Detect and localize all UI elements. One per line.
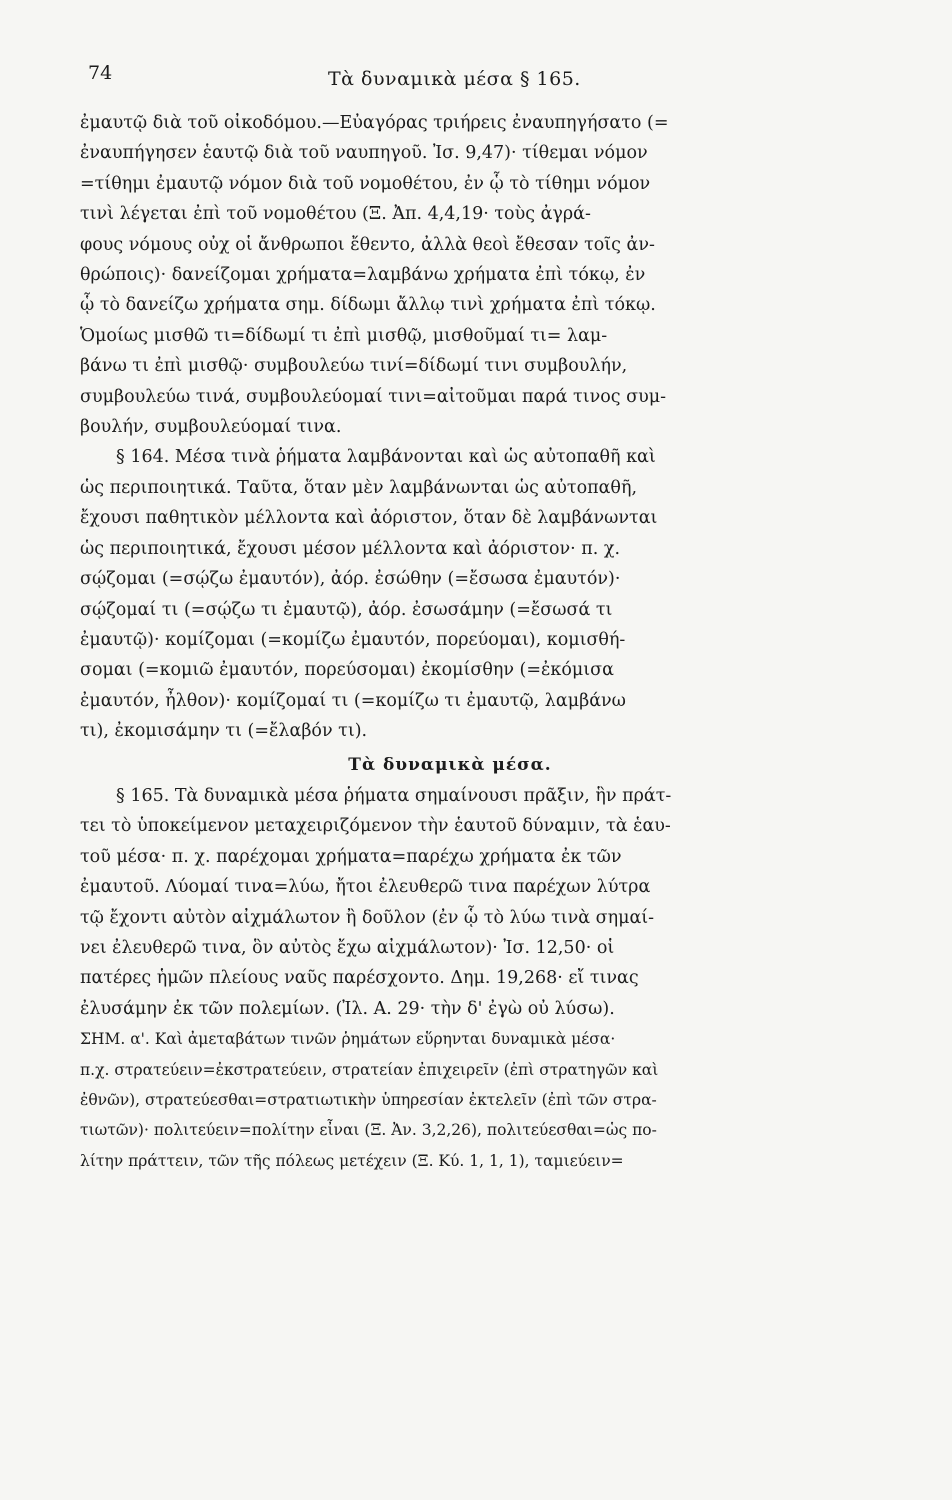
text-line: θρώποις)· δανείζομαι χρήματα=λαμβάνω χρήματα ἐπὶ τόκῳ, ἐν [80,265,646,286]
note-line: τιωτῶν)· πολιτεύειν=πολίτην εἶναι (Ξ. Ἀν. 3,2,26), πολιτεύεσθαι=ὡς πο- [80,1121,657,1140]
text-line: ἐλυσάμην ἐκ τῶν πολεμίων. (Ἰλ. Α. 29· τὴν δ' ἐγὼ οὐ λύσω). [80,998,615,1019]
text-line: σομαι (=κομιῶ ἐμαυτόν, πορεύσομαι) ἐκομίσθην (=ἐκόμισα [80,660,614,681]
text-line: ἐμαυτοῦ. Λύομαί τινα=λύω, ἤτοι ἐλευθερῶ τινα παρέχων λύτρα [80,877,651,898]
text-line: ἐμαυτῷ διὰ τοῦ οἰκοδόμου.—Εὐαγόρας τριήρεις ἐναυπηγήσατο (= [80,113,669,133]
text-line: Ὁμοίως μισθῶ τι=δίδωμί τι ἐπὶ μισθῷ, μισθοῦμαί τι= λαμ- [80,325,608,346]
page-number: 74 [88,62,113,84]
text-line: φους νόμους οὐχ οἱ ἄνθρωποι ἔθεντο, ἀλλὰ θεοὶ ἔθεσαν τοῖς ἀν- [80,234,655,255]
text-line: ᾧ τὸ δανείζω χρήματα σημ. δίδωμι ἄλλῳ τινὶ χρήματα ἐπὶ τόκῳ. [80,295,656,316]
text-line: σῴζομαί τι (=σῴζω τι ἐμαυτῷ), ἀόρ. ἐσωσάμην (=ἔσωσά τι [80,599,613,620]
note-line: ἐθνῶν), στρατεύεσθαι=στρατιωτικὴν ὑπηρεσίαν ἐκτελεῖν (ἐπὶ τῶν στρα- [80,1091,657,1109]
text-line: βουλήν, συμβουλεύομαί τινα. [80,417,342,438]
text-line: σῴζομαι (=σῴζω ἐμαυτόν), ἀόρ. ἐσώθην (=ἔσωσα ἐμαυτόν)· [80,569,621,590]
section-heading: Τὰ δυναμικὰ μέσα. [348,754,552,775]
text-line: συμβουλεύω τινά, συμβουλεύομαί τινι=αἰτοῦμαι παρά τινος συμ- [80,386,666,407]
text-line: βάνω τι ἐπὶ μισθῷ· συμβουλεύω τινί=δίδωμί τινι συμβουλήν, [80,356,628,377]
text-line: τει τὸ ὑποκείμενον μεταχειριζόμενον τὴν ἑαυτοῦ δύναμιν, τὰ ἑαυ- [80,816,671,837]
page-header [78,62,798,92]
text-line: ἐμαυτῷ)· κομίζομαι (=κομίζω ἐμαυτόν, πορεύομαι), κομισθή- [80,629,626,650]
text-line: τοῦ μέσα· π. χ. παρέχομαι χρήματα=παρέχω χρήματα ἐκ τῶν [80,846,622,867]
text-line: ἐναυπήγησεν ἑαυτῷ διὰ τοῦ ναυπηγοῦ. Ἰσ. 9,47)· τίθεμαι νόμον [80,143,648,164]
text-line: ὡς περιποιητικά, ἔχουσι μέσον μέλλοντα καὶ ἀόριστον· π. χ. [80,538,621,559]
body-text [80,108,820,1176]
note-line: λίτην πράττειν, τῶν τῆς πόλεως μετέχειν (Ξ. Κύ. 1, 1, 1), ταμιεύειν= [80,1151,624,1170]
text-line: § 164. Μέσα τινὰ ῥήματα λαμβάνονται καὶ ὡς αὐτοπαθῆ καὶ [116,447,656,468]
text-line: πατέρες ἡμῶν πλείους ναῦς παρέσχοντο. Δημ. 19,268· εἴ τινας [80,968,639,989]
text-line: τινὶ λέγεται ἐπὶ τοῦ νομοθέτου (Ξ. Ἀπ. 4,4,19· τοὺς ἀγρά- [80,204,591,225]
note-line: ΣΗΜ. α'. Καὶ ἀμεταβάτων τινῶν ῥημάτων εὕρηνται δυναμικὰ μέσα· [80,1030,616,1049]
text-line: § 165. Τὰ δυναμικὰ μέσα ῥήματα σημαίνουσι πρᾶξιν, ἣν πράτ- [116,785,672,806]
text-line: ὡς περιποιητικά. Ταῦτα, ὅταν μὲν λαμβάνωνται ὡς αὐτοπαθῆ, [80,477,638,498]
note-line: π.χ. στρατεύειν=ἐκστρατεύειν, στρατείαν ἐπιχειρεῖν (ἐπὶ στρατηγῶν καὶ [80,1060,659,1079]
text-line: =τίθημι ἐμαυτῷ νόμον διὰ τοῦ νομοθέτου, ἐν ᾧ τὸ τίθημι νόμον [80,173,651,194]
text-line: νει ἐλευθερῶ τινα, ὃν αὐτὸς ἔχω αἰχμάλωτον)· Ἰσ. 12,50· οἱ [80,937,615,958]
text-line: τι), ἐκομισάμην τι (=ἔλαβόν τι). [80,721,368,742]
running-title: Τὰ δυναμικὰ μέσα § 165. [328,68,581,90]
text-line: ἐμαυτόν, ἦλθον)· κομίζομαί τι (=κομίζω τι ἐμαυτῷ, λαμβάνω [80,690,626,711]
text-line: ἔχουσι παθητικὸν μέλλοντα καὶ ἀόριστον, ὅταν δὲ λαμβάνωνται [80,508,658,529]
text-line: τῷ ἔχοντι αὐτὸν αἰχμάλωτον ἢ δοῦλον (ἐν ᾧ τὸ λύω τινὰ σημαί- [80,907,655,928]
